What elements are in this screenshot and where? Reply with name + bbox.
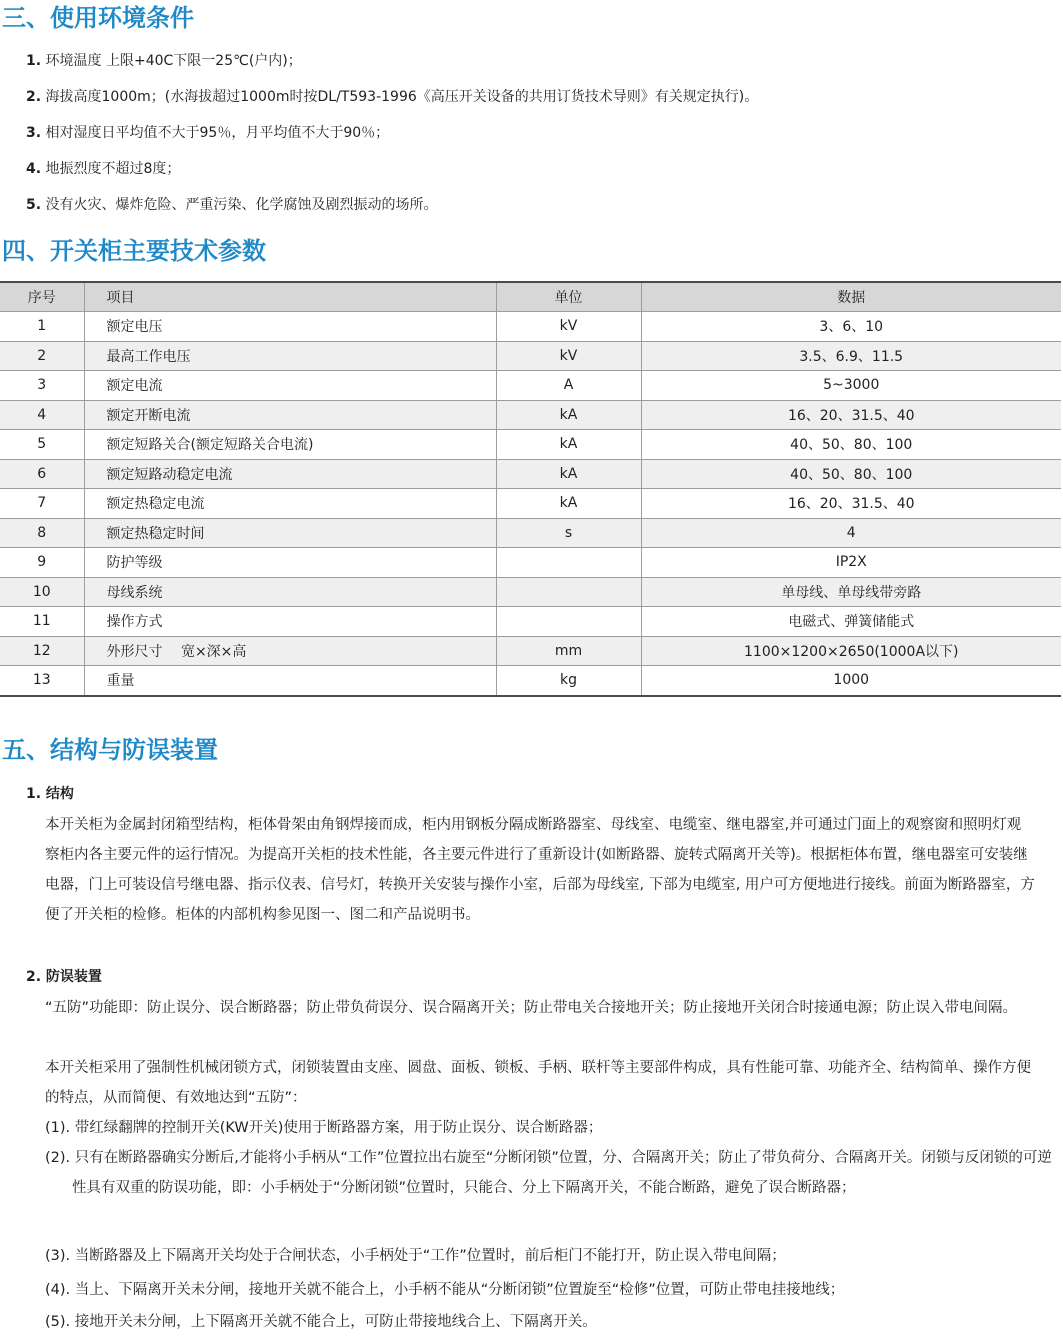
cell-unit: kA [496,400,641,430]
cell-value: 16、20、31.5、40 [641,489,1061,519]
interlock-item: (3). 当断路器及上下隔离开关均处于合闸状态，小手柄处于“工作”位置时，前后柜门不能打开，防止误入带电间隔； [45,1248,786,1264]
cell-index: 4 [0,400,84,430]
cell-item: 防护等级 [84,548,496,578]
cell-value: 16、20、31.5、40 [641,400,1061,430]
cell-index: 13 [0,666,84,696]
table-row [0,636,1061,666]
cell-value: 5~3000 [641,371,1061,401]
table-row [0,489,1061,519]
list-item [26,124,758,142]
cell-unit: kV [496,312,641,342]
five-prevention-paragraph: “五防”功能即：防止误分、误合断路器；防止带负荷误分、误合隔离开关；防止带电关合接地开关；防止接地开关闭合时接通电源；防止误入带电间隔。 [45,1000,1018,1016]
cell-value: 1100×1200×2650(1000A以下) [641,636,1061,666]
list-item [26,160,758,178]
section-title-environment: 三、使用环境条件 [2,4,194,32]
item-text: 没有火灾、爆炸危险、严重污染、化学腐蚀及剧烈振动的场所。 [45,197,438,213]
parameters-table [0,281,1061,697]
cell-index: 11 [0,607,84,637]
table-row [0,430,1061,460]
item-text: 海拔高度1000m；(水海拔超过1000m时按DL/T593-1996《高压开关设备的共用订货技术导则》有关规定执行)。 [45,89,759,105]
cell-value: 40、50、80、100 [641,459,1061,489]
item-text: 相对湿度日平均值不大于95％，月平均值不大于90％； [45,125,390,141]
cell-index: 12 [0,636,84,666]
item-number: 2. [26,89,42,105]
cell-unit [496,607,641,637]
header-index: 序号 [0,282,84,312]
table-row [0,312,1061,342]
cell-unit: A [496,371,641,401]
header-unit: 单位 [496,282,641,312]
cell-item: 额定电流 [84,371,496,401]
cell-item: 母线系统 [84,577,496,607]
cell-item: 操作方式 [84,607,496,637]
cell-index: 7 [0,489,84,519]
cell-unit: kg [496,666,641,696]
cell-index: 9 [0,548,84,578]
cell-value: IP2X [641,548,1061,578]
list-item [26,52,758,70]
list-item [26,88,758,106]
cell-value: 3、6、10 [641,312,1061,342]
interlock-paragraph: 本开关柜采用了强制性机械闭锁方式，闭锁装置由支座、圆盘、面板、锁板、手柄、联杆等主要部件构成，具有性能可靠、功能齐全、结构简单、操作方便的特点，从而简便、有效地达到“五防”： [45,1060,1031,1106]
cell-item: 额定短路关合(额定短路关合电流) [84,430,496,460]
cell-item: 额定开断电流 [84,400,496,430]
cell-index: 3 [0,371,84,401]
item-number: 5. [26,197,42,213]
interlock-item: (5). 接地开关未分闸，上下隔离开关就不能合上，可防止带接地线合上、下隔离开关。 [45,1314,597,1330]
cell-item: 额定电压 [84,312,496,342]
item-number: 1. [26,53,42,69]
table-row [0,518,1061,548]
cell-index: 6 [0,459,84,489]
item-number: 4. [26,161,42,177]
subsection-title-structure: 1. 结构 [26,786,74,802]
section-title-parameters: 四、开关柜主要技术参数 [2,237,266,265]
table-row [0,400,1061,430]
subsection-title-interlock: 2. 防误装置 [26,969,102,985]
cell-unit: kA [496,489,641,519]
table-header-row [0,282,1061,312]
interlock-item: (2). 只有在断路器确实分断后,才能将小手柄从“工作”位置拉出右旋至“分断闭锁”位置，分、合隔离开关；防止了带负荷分、合隔离开关。闭锁与反闭锁的可逆性具有双重的防误功能，即：小手柄处于“分断闭锁”位置时，只能合、分上下隔离开关，不能合断路，避免了误合断路器； [45,1150,1052,1196]
table-row [0,459,1061,489]
environment-list [26,52,758,232]
header-value: 数据 [641,282,1061,312]
cell-item: 额定短路动稳定电流 [84,459,496,489]
table-row [0,607,1061,637]
cell-unit: kA [496,430,641,460]
table-row [0,548,1061,578]
cell-item: 重量 [84,666,496,696]
table-row [0,577,1061,607]
cell-index: 5 [0,430,84,460]
item-text: 环境温度 上限+40C下限一25℃(户内)； [45,53,302,69]
cell-unit: kA [496,459,641,489]
cell-value: 3.5、6.9、11.5 [641,341,1061,371]
cell-unit: s [496,518,641,548]
cell-unit: kV [496,341,641,371]
cell-item: 额定热稳定时间 [84,518,496,548]
item-number: 3. [26,125,42,141]
cell-value: 40、50、80、100 [641,430,1061,460]
cell-item: 额定热稳定电流 [84,489,496,519]
cell-index: 10 [0,577,84,607]
interlock-item: (4). 当上、下隔离开关未分闸，接地开关就不能合上，小手柄不能从“分断闭锁”位置旋至“检修”位置，可防止带电挂接地线； [45,1282,845,1298]
item-text: 地振烈度不超过8度； [45,161,181,177]
structure-paragraph: 本开关柜为金属封闭箱型结构，柜体骨架由角钢焊接而成，柜内用钢板分隔成断路器室、母线室、电缆室、继电器室,并可通过门面上的观察窗和照明灯观察柜内各主要元件的运行情况。为提高开关柜的技术性能，各主要元件进行了重新设计(如断路器、旋转式隔离开关等)。根据柜体布置，继电器室可安装继电器，门上可装设信号继电器、指示仪表、信号灯，转换开关安装与操作小室，后部为母线室, 下部为电缆室, 用户可方便地进行接线。前面为断路器室，方便了开关柜的检修。柜体的内部机构参见图一、图二和产品说明书。 [45,817,1035,923]
cell-value: 1000 [641,666,1061,696]
header-item: 项目 [84,282,496,312]
cell-index: 2 [0,341,84,371]
section-title-structure: 五、结构与防误装置 [2,736,218,764]
cell-value: 4 [641,518,1061,548]
cell-unit [496,548,641,578]
cell-item: 外形尺寸 宽×深×高 [84,636,496,666]
cell-unit: mm [496,636,641,666]
table-row [0,666,1061,696]
interlock-item: (1). 带红绿翻牌的控制开关(KW开关)使用于断路器方案，用于防止误分、误合断路器； [45,1120,603,1136]
cell-value: 电磁式、弹簧储能式 [641,607,1061,637]
cell-unit [496,577,641,607]
cell-item: 最高工作电压 [84,341,496,371]
cell-index: 8 [0,518,84,548]
cell-index: 1 [0,312,84,342]
table-row [0,341,1061,371]
list-item [26,196,758,214]
table-row [0,371,1061,401]
cell-value: 单母线、单母线带旁路 [641,577,1061,607]
